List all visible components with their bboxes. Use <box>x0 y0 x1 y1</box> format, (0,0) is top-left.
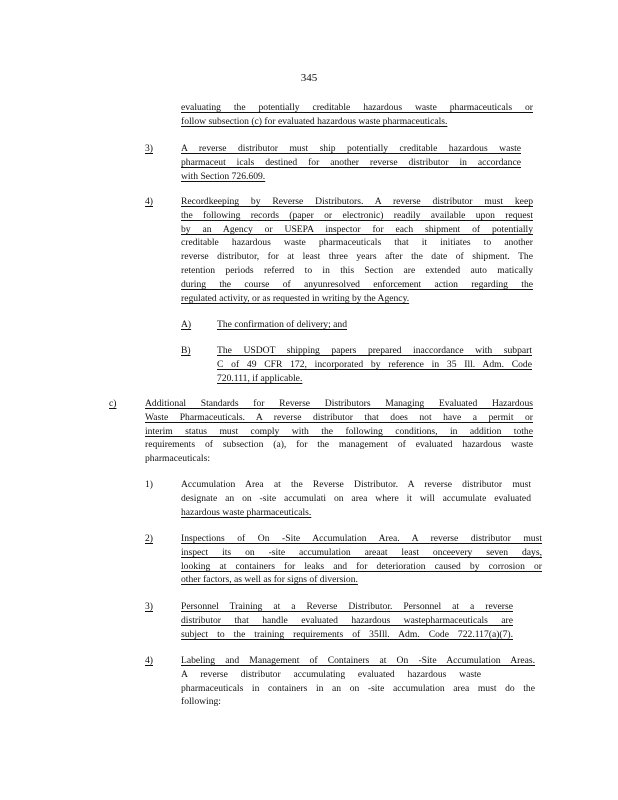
text-line: following: <box>181 696 221 708</box>
text-line: requirements of subsection (a), for the management of evaluated hazardous waste <box>145 439 533 451</box>
text-line: interim status must comply with the following conditions, in addition tothe <box>145 425 533 437</box>
item-text <box>181 478 531 519</box>
text-line: looking at containers for leaks and for deterioration caused by corrosion or <box>181 560 542 572</box>
text-line: pharmaceuticals: <box>145 453 210 465</box>
item-label: 2) <box>145 533 153 544</box>
item-text <box>181 195 533 305</box>
text-line: hazardous waste pharmaceuticals. <box>181 506 312 518</box>
text-line: regulated activity, or as requested in writing by the Agency. <box>181 292 410 304</box>
text-line: by an Agency or USEPA inspector for each shipment of potentially <box>181 223 533 235</box>
text-line: Personnel Training at a Reverse Distributor. Personnel at a reverse <box>181 601 513 612</box>
text-line: pharmaceut icals destined for another reverse distributor in accordance <box>181 156 521 168</box>
subitem-text <box>217 344 532 385</box>
text-line: creditable hazardous waste pharmaceuticals that it initiates to another <box>181 237 533 249</box>
text-line: during the course of anyunresolved enforcement action regarding the <box>181 278 533 290</box>
text-line: Additional Standards for Reverse Distributors Managing Evaluated Hazardous <box>145 398 533 409</box>
text-line: Recordkeeping by Reverse Distributors. A reverse distributor must keep <box>181 196 533 207</box>
text-line: reverse distributor, for at least three years after the date of shipment. The <box>181 251 533 263</box>
subitem-label: A) <box>181 319 192 330</box>
text-line: The confirmation of delivery; and <box>217 319 348 330</box>
text-line: A reverse distributor accumulating evaluated hazardous waste <box>181 668 481 680</box>
item-label: 4) <box>145 655 153 666</box>
text-line: Waste Pharmaceuticals. A reverse distributor that does not have a permit or <box>145 411 533 423</box>
text-line: The USDOT shipping papers prepared inaccordance with subpart <box>217 345 532 356</box>
subitem-label: B) <box>181 345 191 356</box>
text-line: pharmaceuticals in containers in an on -site accumulation area must do the <box>181 682 535 694</box>
item-text <box>181 532 542 587</box>
text-line: A reverse distributor must ship potentially creditable hazardous waste <box>181 143 521 154</box>
text-line: designate an on -site accumulati on area where it will accumulate evaluated <box>181 492 531 504</box>
section-label: c) <box>109 398 117 409</box>
item-label: 3) <box>145 601 153 612</box>
continuation-paragraph <box>181 101 533 129</box>
text-line: inspect its on -site accumulation areaat least onceevery seven days, <box>181 546 542 558</box>
text-line: C of 49 CFR 172, incorporated by reference in 35 Ill. Adm. Code <box>217 358 532 370</box>
text-line: with Section 726.609. <box>181 170 266 182</box>
subitem-text <box>217 318 387 332</box>
item-label: 4) <box>145 196 153 207</box>
item-label: 1) <box>145 479 153 490</box>
text-line: Accumulation Area at the Reverse Distributor. A reverse distributor must <box>181 479 531 490</box>
page-number: 345 <box>300 72 318 84</box>
text-line: distributor that handle evaluated hazardous wastepharmaceuticals are <box>181 614 513 626</box>
text-line: retention periods referred to in this Section are extended auto matically <box>181 264 533 276</box>
text-line: other factors, as well as for signs of diversion. <box>181 574 358 586</box>
item-text <box>181 654 535 709</box>
text-line: follow subsection (c) for evaluated hazardous waste pharmaceuticals. <box>181 115 448 127</box>
item-label: 3) <box>145 143 153 154</box>
text-line: 720.111, if applicable. <box>217 372 303 384</box>
item-text <box>181 600 513 641</box>
text-line: evaluating the potentially creditable hazardous waste pharmaceuticals or <box>181 102 533 113</box>
text-line: Labeling and Management of Containers at On -Site Accumulation Areas. <box>181 655 535 666</box>
text-line: subject to the training requirements of 35Ill. Adm. Code 722.117(a)(7). <box>181 628 513 640</box>
item-text <box>181 142 521 183</box>
text-line: the following records (paper or electronic) readily available upon request <box>181 209 533 221</box>
section-text <box>145 397 533 466</box>
text-line: Inspections of On -Site Accumulation Area. A reverse distributor must <box>181 533 542 544</box>
